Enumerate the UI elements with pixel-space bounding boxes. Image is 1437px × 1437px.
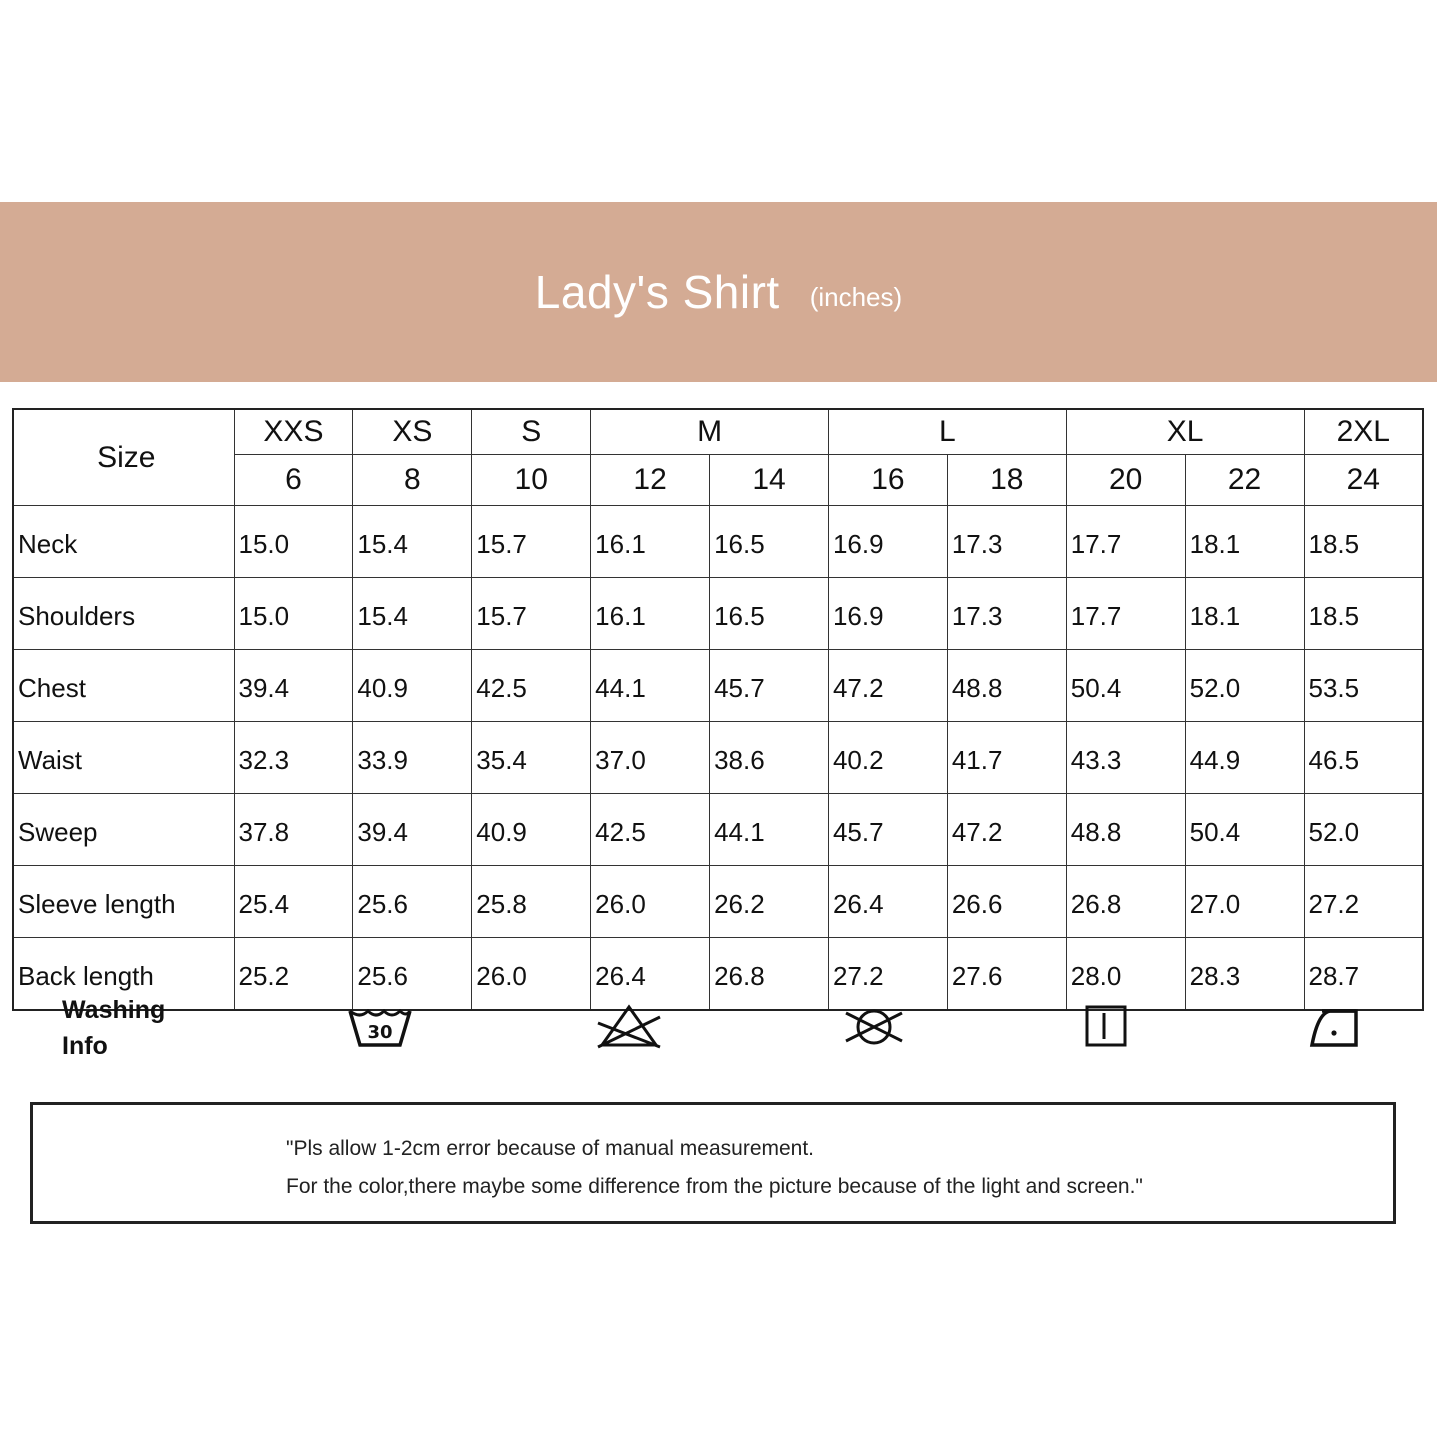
- measurement-cell: 45.7: [710, 650, 829, 722]
- table-row: [13, 866, 1423, 938]
- size-number-10: 10: [472, 455, 591, 506]
- measurement-cell: 40.2: [828, 722, 947, 794]
- size-number-14: 14: [710, 455, 829, 506]
- table-row: [13, 794, 1423, 866]
- measurement-cell: 26.0: [591, 866, 710, 938]
- size-group-xs: XS: [353, 409, 472, 455]
- note-line-1: "Pls allow 1-2cm error because of manual measurement.: [286, 1137, 815, 1160]
- measurement-cell: 53.5: [1304, 650, 1423, 722]
- measurement-cell: 18.1: [1185, 506, 1304, 578]
- measurement-cell: 16.9: [828, 506, 947, 578]
- measurement-cell: 44.1: [591, 650, 710, 722]
- measurement-cell: 45.7: [828, 794, 947, 866]
- measurement-cell: 18.5: [1304, 506, 1423, 578]
- measurement-cell: 16.5: [710, 506, 829, 578]
- page-title: Lady's Shirt: [534, 266, 780, 318]
- row-label: Chest: [13, 650, 234, 722]
- measurement-cell: 50.4: [1066, 650, 1185, 722]
- measurement-cell: 44.9: [1185, 722, 1304, 794]
- measurement-cell: 25.6: [353, 938, 472, 1011]
- measurement-cell: 52.0: [1185, 650, 1304, 722]
- row-label: Neck: [13, 506, 234, 578]
- measurement-cell: 15.4: [353, 506, 472, 578]
- measurement-cell: 42.5: [472, 650, 591, 722]
- do-not-bleach-icon: [594, 1003, 664, 1051]
- measurement-cell: 47.2: [947, 794, 1066, 866]
- measurement-cell: 39.4: [353, 794, 472, 866]
- measurement-cell: 48.8: [947, 650, 1066, 722]
- size-number-24: 24: [1304, 455, 1423, 506]
- measurement-rows: [13, 506, 1423, 1011]
- table-row: [13, 722, 1423, 794]
- measurement-cell: 17.7: [1066, 506, 1185, 578]
- line-dry-icon: [1082, 1003, 1130, 1051]
- measurement-cell: 16.1: [591, 578, 710, 650]
- measurement-cell: 28.0: [1066, 938, 1185, 1011]
- measurement-cell: 32.3: [234, 722, 353, 794]
- measurement-cell: 33.9: [353, 722, 472, 794]
- svg-text:30: 30: [367, 1022, 393, 1043]
- measurement-cell: 26.2: [710, 866, 829, 938]
- measurement-cell: 15.7: [472, 578, 591, 650]
- title-banner: [0, 202, 1437, 382]
- note-line-2: For the color,there maybe some difference from the picture because of the light and screen.": [286, 1175, 1143, 1198]
- size-chart-table: [12, 408, 1424, 1011]
- unit-label: (inches): [809, 281, 903, 312]
- size-number-22: 22: [1185, 455, 1304, 506]
- row-label: Back length: [13, 938, 234, 1011]
- table-row: [13, 650, 1423, 722]
- size-group-xl: XL: [1066, 409, 1304, 455]
- table-row: [13, 578, 1423, 650]
- measurement-cell: 38.6: [710, 722, 829, 794]
- measurement-cell: 46.5: [1304, 722, 1423, 794]
- size-header: Size: [13, 409, 234, 506]
- size-number-16: 16: [828, 455, 947, 506]
- measurement-cell: 25.2: [234, 938, 353, 1011]
- measurement-cell: 37.8: [234, 794, 353, 866]
- measurement-cell: 17.7: [1066, 578, 1185, 650]
- wash-30-icon: [346, 1003, 414, 1051]
- size-group-xxs: XXS: [234, 409, 353, 455]
- size-number-18: 18: [947, 455, 1066, 506]
- measurement-cell: 26.4: [828, 866, 947, 938]
- measurement-cell: 25.8: [472, 866, 591, 938]
- row-label: Waist: [13, 722, 234, 794]
- measurement-cell: 26.6: [947, 866, 1066, 938]
- measurement-cell: 48.8: [1066, 794, 1185, 866]
- iron-low-icon: [1308, 1003, 1362, 1051]
- size-group-m: M: [591, 409, 829, 455]
- measurement-cell: 18.1: [1185, 578, 1304, 650]
- do-not-tumble-dry-icon: [842, 1003, 906, 1051]
- measurement-cell: 27.2: [1304, 866, 1423, 938]
- measurement-cell: 40.9: [472, 794, 591, 866]
- size-group-l: L: [828, 409, 1066, 455]
- measurement-cell: 26.4: [591, 938, 710, 1011]
- measurement-cell: 40.9: [353, 650, 472, 722]
- measurement-cell: 52.0: [1304, 794, 1423, 866]
- size-group-s: S: [472, 409, 591, 455]
- measurement-cell: 41.7: [947, 722, 1066, 794]
- measurement-cell: 42.5: [591, 794, 710, 866]
- row-label: Sleeve length: [13, 866, 234, 938]
- measurement-cell: 15.4: [353, 578, 472, 650]
- measurement-cell: 25.4: [234, 866, 353, 938]
- measurement-cell: 28.7: [1304, 938, 1423, 1011]
- measurement-cell: 37.0: [591, 722, 710, 794]
- size-number-12: 12: [591, 455, 710, 506]
- size-group-2xl: 2XL: [1304, 409, 1423, 455]
- measurement-cell: 35.4: [472, 722, 591, 794]
- measurement-cell: 27.6: [947, 938, 1066, 1011]
- measurement-cell: 47.2: [828, 650, 947, 722]
- measurement-cell: 17.3: [947, 578, 1066, 650]
- measurement-cell: 15.0: [234, 578, 353, 650]
- measurement-cell: 18.5: [1304, 578, 1423, 650]
- size-number-6: 6: [234, 455, 353, 506]
- measurement-cell: 16.1: [591, 506, 710, 578]
- washing-info-label: Washing Info: [62, 996, 166, 1060]
- table-row: [13, 938, 1423, 1011]
- measurement-cell: 15.7: [472, 506, 591, 578]
- measurement-cell: 27.0: [1185, 866, 1304, 938]
- measurement-cell: 26.0: [472, 938, 591, 1011]
- measurement-cell: 28.3: [1185, 938, 1304, 1011]
- size-number-20: 20: [1066, 455, 1185, 506]
- size-number-8: 8: [353, 455, 472, 506]
- measurement-cell: 16.9: [828, 578, 947, 650]
- measurement-note-box: [30, 1102, 1396, 1224]
- measurement-cell: 39.4: [234, 650, 353, 722]
- size-group-row: [13, 409, 1423, 455]
- measurement-cell: 15.0: [234, 506, 353, 578]
- measurement-cell: 50.4: [1185, 794, 1304, 866]
- measurement-cell: 25.6: [353, 866, 472, 938]
- measurement-cell: 43.3: [1066, 722, 1185, 794]
- row-label: Shoulders: [13, 578, 234, 650]
- measurement-cell: 27.2: [828, 938, 947, 1011]
- measurement-cell: 26.8: [710, 938, 829, 1011]
- measurement-cell: 26.8: [1066, 866, 1185, 938]
- measurement-cell: 17.3: [947, 506, 1066, 578]
- table-row: [13, 506, 1423, 578]
- measurement-cell: 16.5: [710, 578, 829, 650]
- measurement-cell: 44.1: [710, 794, 829, 866]
- row-label: Sweep: [13, 794, 234, 866]
